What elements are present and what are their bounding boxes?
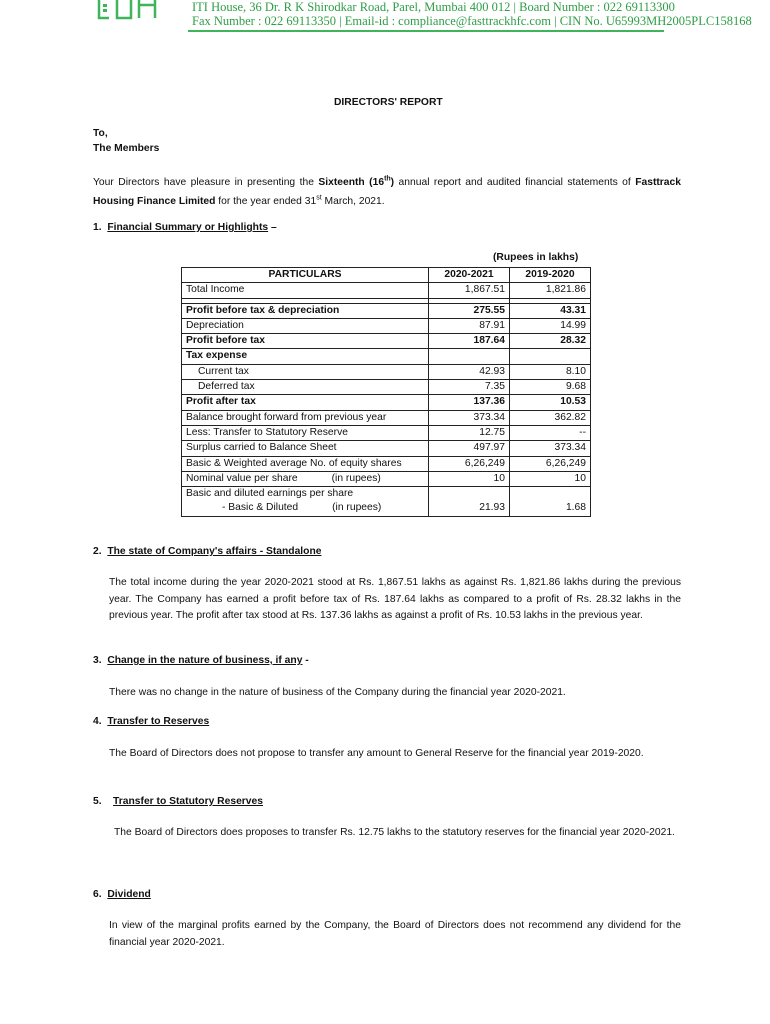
table-row: Depreciation 87.91 14.99 bbox=[182, 318, 591, 333]
table-row: Profit after tax 137.36 10.53 bbox=[182, 395, 591, 410]
header-2020-2021: 2020-2021 bbox=[429, 268, 510, 283]
section-4-body: The Board of Directors does not propose to transfer any amount to General Reserve for the financial year 2019-2020. bbox=[109, 748, 644, 759]
table-header-row bbox=[182, 268, 591, 283]
table-row: Total Income 1,867.51 1,821.86 bbox=[182, 283, 591, 298]
section-5-heading: 5. Transfer to Statutory Reserves bbox=[93, 796, 263, 807]
section-5-body: The Board of Directors does proposes to transfer Rs. 12.75 lakhs to the statutory reserves for the financial year 2020-2021. bbox=[114, 827, 675, 838]
table-row: Current tax 42.93 8.10 bbox=[182, 364, 591, 379]
table-row: - Basic & Diluted (in rupees) 21.93 1.68 bbox=[182, 501, 591, 516]
section-6-body: In view of the marginal profits earned by the Company, the Board of Directors does not recommend any dividend for the financial year 2020-2021. bbox=[109, 920, 681, 948]
section-6-heading: 6. Dividend bbox=[93, 889, 151, 900]
letterhead-contact: Fax Number : 022 69113350 | Email-id : compliance@fasttrackhfc.com | CIN No. U65993MH2005PLC158168 bbox=[192, 14, 752, 28]
section-2-heading: 2. The state of Company's affairs - Standalone bbox=[93, 546, 322, 557]
table-row: Surplus carried to Balance Sheet 497.97 373.34 bbox=[182, 441, 591, 456]
salutation-members: The Members bbox=[93, 143, 160, 154]
ordinal-text: Sixteenth (16th) bbox=[318, 175, 395, 188]
header-2019-2020: 2019-2020 bbox=[510, 268, 591, 283]
table-row: Basic and diluted earnings per share bbox=[182, 487, 591, 502]
table-row: Less: Transfer to Statutory Reserve 12.75 -- bbox=[182, 425, 591, 440]
section-2-body: The total income during the year 2020-2021 stood at Rs. 1,867.51 lakhs as against Rs. 1,821.86 lakhs during the previous year. The Company has earned a profit before tax of Rs. 187.64 lakhs as compared to a profit of Rs. 28.32 lakhs in the previous year. The profit after tax stood at Rs. 137.36 lakhs as against a profit of Rs. 10.53 lakhs in the previous year. bbox=[109, 577, 681, 621]
salutation-to: To, bbox=[93, 128, 108, 139]
financial-summary-table bbox=[181, 267, 591, 517]
section-3-heading: 3. Change in the nature of business, if any - bbox=[93, 655, 309, 666]
company-name: Fasttrack Housing Finance Limited bbox=[93, 177, 681, 207]
table-row: Profit before tax 187.64 28.32 bbox=[182, 334, 591, 349]
letterhead-address: ITI House, 36 Dr. R K Shirodkar Road, Parel, Mumbai 400 012 | Board Number : 022 69113300 bbox=[192, 0, 675, 14]
table-row: Deferred tax 7.35 9.68 bbox=[182, 380, 591, 395]
section-3-body: There was no change in the nature of business of the Company during the financial year 2020-2021. bbox=[109, 687, 566, 698]
table-row: Nominal value per share (in rupees) 10 10 bbox=[182, 471, 591, 486]
table-row: Balance brought forward from previous year 373.34 362.82 bbox=[182, 410, 591, 425]
table-row: Profit before tax & depreciation 275.55 43.31 bbox=[182, 303, 591, 318]
table-row: Basic & Weighted average No. of equity shares 6,26,249 6,26,249 bbox=[182, 456, 591, 471]
report-title: DIRECTORS' REPORT bbox=[334, 97, 443, 108]
table-unit-note: (Rupees in lakhs) bbox=[493, 252, 579, 263]
intro-paragraph: Your Directors have pleasure in presenting the Sixteenth (16th) annual report and audited financial statements of Fasttrack Housing Finance Limited for the year ended 31st March, 2021. bbox=[93, 175, 681, 207]
section-4-heading: 4. Transfer to Reserves bbox=[93, 716, 210, 727]
header-particulars: PARTICULARS bbox=[182, 268, 429, 283]
table-row: Tax expense bbox=[182, 349, 591, 364]
section-1-heading: 1. Financial Summary or Highlights – bbox=[93, 222, 277, 233]
